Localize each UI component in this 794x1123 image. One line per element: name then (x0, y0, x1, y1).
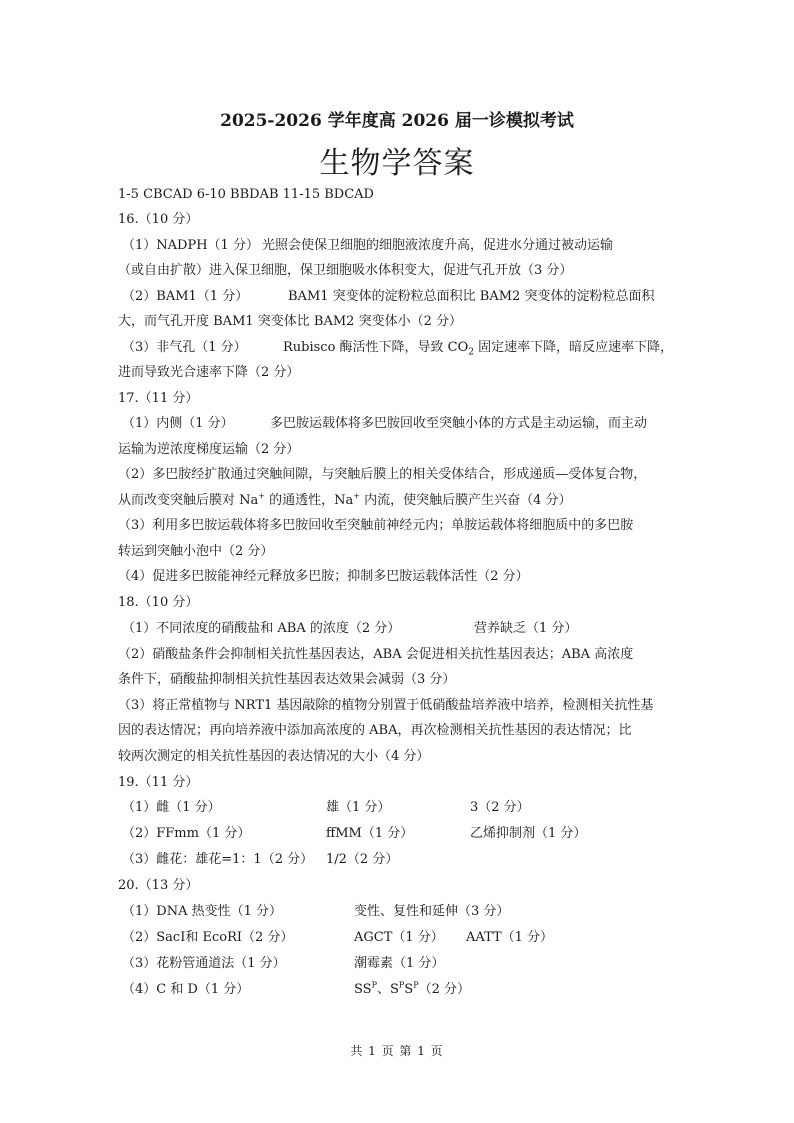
q16-3-text (283, 339, 673, 357)
na-plus-2: + (353, 491, 360, 501)
q20-3-b: 潮霉素（1 分） (354, 956, 445, 971)
q20-4-sup-2: P (398, 980, 405, 990)
q16-3-cont: 进而导致光合速率下降（2 分） (118, 365, 300, 380)
q19-1-a: （1）雌（1 分） (122, 800, 221, 815)
q20-4-b (354, 981, 470, 999)
q18-2-line1: （2）硝酸盐条件会抑制相关抗性基因表达，ABA 会促进相关抗性基因表达；ABA 高浓度 (118, 647, 634, 662)
q20-4-sup-3: P (413, 980, 419, 990)
q19-2-b: ffMM（1 分） (326, 826, 414, 841)
q17-3-line2: 转运到突触小泡中（2 分） (118, 544, 274, 559)
q16-2-cont: 大，而气孔开度 BAM1 突变体比 BAM2 突变体小（2 分） (118, 314, 462, 329)
q17-1-text: 多巴胺运载体将多巴胺回收至突触小体的方式是主动运输，而主动 (270, 416, 648, 431)
q17-2-line1: （2）多巴胺经扩散通过突触间隙，与突触后膜上的相关受体结合，形成递质—受体复合物， (118, 467, 647, 482)
q19-3-b: 1/2（2 分） (326, 852, 399, 867)
q20-2-b: AGCT（1 分） (354, 930, 444, 945)
na-plus-1: + (258, 491, 265, 501)
q16-3-label: （3）非气孔（1 分） (122, 340, 247, 355)
q18-3-line3: 较两次测定的相关抗性基因的表达情况的大小（4 分） (118, 749, 430, 764)
q16-3-text-post: 固定速率下降，暗反应速率下降， (474, 340, 674, 355)
q16-1-cont: （或自由扩散）进入保卫细胞，保卫细胞吸水体积变大，促进气孔开放（3 分） (118, 263, 573, 278)
q20-1-b: 变性、复性和延伸（3 分） (354, 904, 510, 919)
q17-3-line1: （3）利用多巴胺运载体将多巴胺回收至突触前神经元内；单胺运载体将细胞质中的多巴胺 (118, 518, 634, 533)
co2-subscript: 2 (468, 347, 475, 358)
q20-4-sup-1: P (371, 980, 377, 990)
q19-3-a: （3）雌花：雄花=1：1（2 分） (122, 852, 314, 867)
exam-title: 2025-2026 学年度高 2026 届一诊模拟考试 (220, 111, 574, 131)
q17-1-label: （1）内侧（1 分） (122, 416, 234, 431)
q19-heading: 19.（11 分） (118, 775, 199, 790)
q19-2-a: （2）FFmm（1 分） (122, 826, 251, 841)
q20-4-genotype-1: SS (354, 982, 372, 997)
q18-heading: 18.（10 分） (118, 595, 199, 610)
q17-heading: 17.（11 分） (118, 391, 199, 406)
q17-4: （4）促进多巴胺能神经元释放多巴胺；抑制多巴胺运载体活性（2 分） (118, 569, 529, 584)
q20-2-c: AATT（1 分） (466, 930, 554, 945)
q16-1-text: 光照会使保卫细胞的细胞液浓度升高，促进水分通过被动运输 (262, 238, 614, 253)
q20-heading: 20.（13 分） (118, 878, 199, 893)
q17-2-pre: 从而改变突触后膜对 Na (118, 493, 259, 508)
page-footer: 共 1 页 第 1 页 (350, 1044, 444, 1058)
q19-1-b: 雄（1 分） (326, 800, 391, 815)
q16-3-text-pre: Rubisco 酶活性下降，导致 CO (283, 340, 469, 355)
q20-3-a: （3）花粉管通道法（1 分） (122, 956, 286, 971)
q18-1-text: 营养缺乏（1 分） (474, 621, 578, 636)
q20-4-score: （2 分） (418, 982, 470, 997)
q17-1-cont: 运输为逆浓度梯度运输（2 分） (118, 442, 300, 457)
q19-1-c: 3（2 分） (470, 800, 530, 815)
q16-1-label: （1）NADPH（1 分） (122, 238, 259, 253)
q18-3-line1: （3）将正常植物与 NRT1 基因敲除的植物分别置于低硝酸盐培养液中培养，检测相关抗性基 (118, 698, 654, 713)
q18-3-line2: 因的表达情况；再向培养液中添加高浓度的 ABA，再次检测相关抗性基因的表达情况；比 (118, 723, 632, 738)
q17-2-line2 (118, 492, 571, 510)
q18-2-line2: 条件下，硝酸盐抑制相关抗性基因表达效果会减弱（3 分） (118, 672, 456, 687)
q17-2-mid: 的通透性，Na (264, 493, 354, 508)
q16-heading: 16.（10 分） (118, 212, 199, 227)
q20-4-a: （4）C 和 D（1 分） (122, 982, 250, 997)
q20-2-a: （2）SacI和 EcoRI（2 分） (122, 930, 294, 945)
subject-title: 生物学答案 (319, 146, 475, 181)
q20-4-genotype-2: 、S (376, 982, 399, 997)
q20-1-a: （1）DNA 热变性（1 分） (122, 904, 282, 919)
choice-answers: 1-5 CBCAD 6-10 BBDAB 11-15 BDCAD (118, 187, 374, 202)
q20-4-genotype-3: S (404, 982, 414, 997)
q17-2-post: 内流，使突触后膜产生兴奋（4 分） (359, 493, 572, 508)
q18-1-label: （1）不同浓度的硝酸盐和 ABA 的浓度（2 分） (122, 621, 401, 636)
q16-2-label: （2）BAM1（1 分） (122, 289, 249, 304)
q16-2-text: BAM1 突变体的淀粉粒总面积比 BAM2 突变体的淀粉粒总面积 (288, 289, 655, 304)
q19-2-c: 乙烯抑制剂（1 分） (470, 826, 587, 841)
